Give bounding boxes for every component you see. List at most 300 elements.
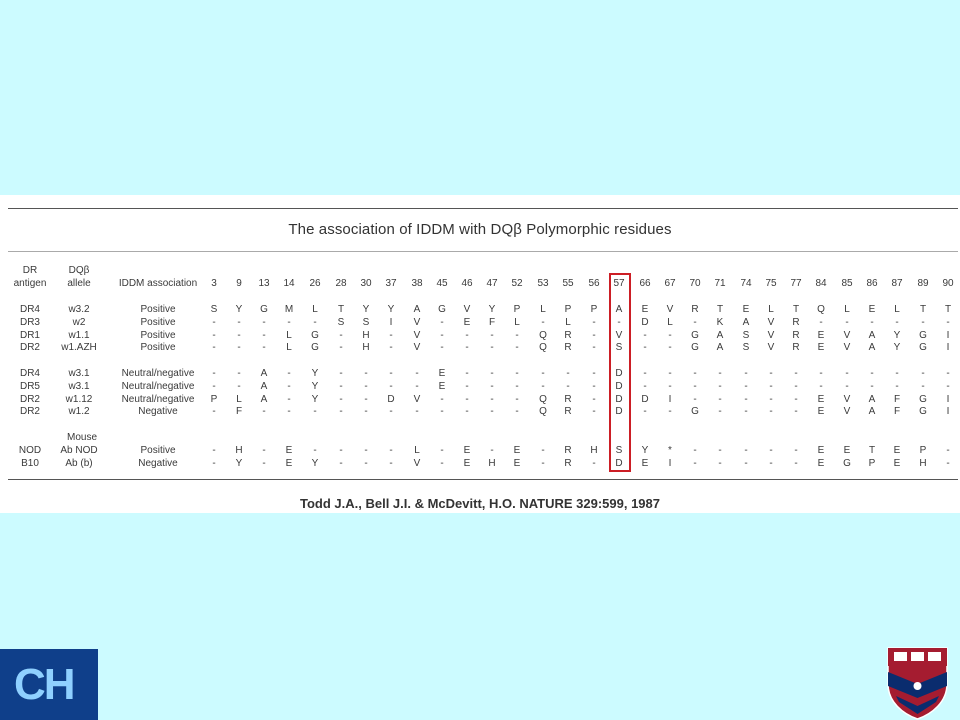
dq-allele: w1.1 bbox=[68, 329, 90, 341]
residue-cell: L bbox=[844, 304, 850, 315]
residue-cell: Q bbox=[539, 406, 547, 418]
residue-cell: - bbox=[440, 457, 444, 469]
dr-antigen: DR2 bbox=[19, 393, 41, 405]
residue-cell: A bbox=[413, 304, 421, 315]
residue-cell: A bbox=[260, 368, 268, 379]
residue-cell: - bbox=[693, 316, 697, 328]
position-header: 46 bbox=[461, 278, 473, 289]
residue-cell: - bbox=[921, 368, 925, 379]
residue-cell: V bbox=[615, 329, 623, 341]
residue-cell: - bbox=[643, 406, 647, 418]
residue-cell: V bbox=[413, 329, 421, 341]
residue-cell: Y bbox=[362, 304, 370, 315]
residue-cell: - bbox=[566, 380, 570, 392]
residue-cell: A bbox=[868, 406, 876, 418]
residue-cell: L bbox=[414, 445, 420, 456]
residue-cell: - bbox=[718, 457, 722, 469]
dq-allele: w1.12 bbox=[65, 393, 93, 405]
residue-cell: G bbox=[919, 393, 927, 405]
residue-cell: - bbox=[870, 316, 874, 328]
residue-cell: V bbox=[843, 393, 851, 405]
dr-antigen: DR1 bbox=[19, 329, 41, 341]
header-row-top bbox=[0, 264, 960, 277]
dr-antigen: B10 bbox=[21, 457, 39, 469]
residue-cell: E bbox=[463, 316, 471, 328]
residue-cell: - bbox=[237, 368, 241, 379]
residue-cell: - bbox=[339, 457, 343, 469]
residue-cell: R bbox=[792, 342, 800, 354]
header-allele-label: allele bbox=[67, 278, 91, 289]
residue-cell: - bbox=[262, 316, 266, 328]
iddm-association: Neutral/negative bbox=[121, 393, 195, 405]
position-header: 77 bbox=[790, 278, 802, 289]
residue-cell: G bbox=[691, 406, 699, 418]
residue-cell: R bbox=[564, 445, 572, 456]
residue-cell: - bbox=[389, 406, 393, 418]
residue-cell: E bbox=[817, 342, 825, 354]
residue-cell: - bbox=[668, 329, 672, 341]
position-header: 28 bbox=[335, 278, 347, 289]
residue-cell: Y bbox=[235, 304, 243, 315]
position-header: 90 bbox=[942, 278, 954, 289]
mouse-label-row bbox=[0, 431, 960, 444]
residue-cell: D bbox=[615, 406, 623, 418]
residue-cell: A bbox=[868, 393, 876, 405]
residue-cell: - bbox=[389, 380, 393, 392]
residue-cell: Y bbox=[311, 393, 319, 405]
residue-cell: T bbox=[792, 304, 800, 315]
dr-antigen: DR2 bbox=[19, 342, 41, 354]
residue-cell: D bbox=[387, 393, 395, 405]
residue-cell: L bbox=[286, 329, 292, 341]
residue-cell: Q bbox=[539, 329, 547, 341]
residue-cell: - bbox=[389, 342, 393, 354]
residue-cell: - bbox=[339, 342, 343, 354]
table-row bbox=[0, 341, 960, 354]
residue-cell: G bbox=[438, 304, 446, 315]
table-row bbox=[0, 405, 960, 418]
ch-logo-text: CH bbox=[14, 660, 74, 709]
iddm-association: Positive bbox=[140, 445, 176, 456]
residue-cell: L bbox=[286, 342, 292, 354]
residue-cell: - bbox=[643, 380, 647, 392]
residue-cell: - bbox=[693, 393, 697, 405]
residue-cell: - bbox=[415, 380, 419, 392]
residue-cell: - bbox=[921, 316, 925, 328]
residue-cell: T bbox=[919, 304, 927, 315]
residue-cell: R bbox=[564, 342, 572, 354]
residue-cell: - bbox=[541, 368, 545, 379]
residue-cell: - bbox=[769, 445, 773, 456]
residue-cell: V bbox=[843, 406, 851, 418]
residue-cell: G bbox=[919, 342, 927, 354]
residue-cell: - bbox=[465, 342, 469, 354]
residue-cell: - bbox=[794, 457, 798, 469]
residue-cell: A bbox=[716, 329, 724, 341]
residue-cell: - bbox=[566, 368, 570, 379]
residue-cell: - bbox=[592, 393, 596, 405]
residue-cell: R bbox=[691, 304, 699, 315]
residue-cell: R bbox=[792, 316, 800, 328]
residue-cell: P bbox=[868, 457, 876, 469]
header-dq-label: DQβ bbox=[68, 265, 90, 276]
residue-cell: - bbox=[769, 457, 773, 469]
residue-cell: A bbox=[868, 329, 876, 341]
residue-cell: - bbox=[465, 393, 469, 405]
position-header: 3 bbox=[211, 278, 217, 289]
residue-cell: - bbox=[769, 380, 773, 392]
residue-cell: - bbox=[212, 329, 216, 341]
iddm-association: Negative bbox=[138, 406, 178, 418]
residue-cell: Q bbox=[817, 304, 825, 315]
residue-cell: - bbox=[744, 393, 748, 405]
position-header: 26 bbox=[309, 278, 321, 289]
residue-cell: V bbox=[413, 393, 421, 405]
residue-cell: Y bbox=[488, 304, 496, 315]
table-row bbox=[0, 457, 960, 470]
residue-cell: - bbox=[515, 380, 519, 392]
residue-cell: - bbox=[819, 368, 823, 379]
residue-cell: E bbox=[817, 329, 825, 341]
residue-cell: - bbox=[389, 329, 393, 341]
dr-antigen: NOD bbox=[18, 445, 42, 456]
residue-cell: - bbox=[895, 368, 899, 379]
residue-cell: - bbox=[744, 380, 748, 392]
residue-cell: V bbox=[463, 304, 471, 315]
residue-cell: - bbox=[592, 342, 596, 354]
header-association-label: IDDM association bbox=[118, 278, 198, 289]
residue-cell: Y bbox=[893, 329, 901, 341]
residue-cell: - bbox=[440, 342, 444, 354]
residue-cell: - bbox=[212, 368, 216, 379]
residue-cell: E bbox=[513, 445, 521, 456]
residue-cell: - bbox=[718, 406, 722, 418]
residue-cell: R bbox=[564, 457, 572, 469]
position-header: 56 bbox=[588, 278, 600, 289]
residue-cell: - bbox=[693, 368, 697, 379]
position-header: 57 bbox=[613, 278, 625, 289]
residue-cell: S bbox=[742, 329, 750, 341]
residue-cell: - bbox=[212, 457, 216, 469]
residue-cell: Y bbox=[311, 457, 319, 469]
residue-cell: R bbox=[564, 406, 572, 418]
residue-cell: G bbox=[919, 406, 927, 418]
residue-cell: V bbox=[413, 342, 421, 354]
residue-cell: V bbox=[666, 304, 674, 315]
residue-cell: - bbox=[287, 406, 291, 418]
residue-cell: E bbox=[742, 304, 750, 315]
residue-cell: D bbox=[615, 380, 623, 392]
residue-cell: D bbox=[615, 393, 623, 405]
residue-cell: H bbox=[362, 329, 370, 341]
residue-cell: E bbox=[641, 304, 649, 315]
residue-cell: - bbox=[794, 368, 798, 379]
residue-cell: V bbox=[413, 457, 421, 469]
residue-cell: P bbox=[590, 304, 598, 315]
residue-cell: H bbox=[235, 445, 243, 456]
residue-cell: - bbox=[364, 380, 368, 392]
table-row bbox=[0, 329, 960, 342]
position-header: 84 bbox=[815, 278, 827, 289]
position-header: 9 bbox=[236, 278, 242, 289]
residue-cell: - bbox=[769, 393, 773, 405]
residue-cell: - bbox=[870, 380, 874, 392]
residue-cell: T bbox=[716, 304, 724, 315]
residue-cell: E bbox=[817, 457, 825, 469]
residue-cell: - bbox=[389, 445, 393, 456]
residue-cell: - bbox=[541, 316, 545, 328]
residue-cell: - bbox=[946, 380, 950, 392]
iddm-association: Positive bbox=[140, 342, 176, 354]
residue-cell: - bbox=[819, 380, 823, 392]
residue-cell: - bbox=[490, 393, 494, 405]
residue-cell: P bbox=[210, 393, 218, 405]
position-header: 30 bbox=[360, 278, 372, 289]
position-header: 52 bbox=[511, 278, 523, 289]
residue-cell: - bbox=[364, 368, 368, 379]
residue-cell: Q bbox=[539, 393, 547, 405]
residue-cell: - bbox=[946, 445, 950, 456]
residue-cell: - bbox=[643, 329, 647, 341]
residue-cell: S bbox=[742, 342, 750, 354]
residue-cell: - bbox=[237, 342, 241, 354]
iddm-association: Positive bbox=[140, 304, 176, 315]
residue-cell: - bbox=[389, 368, 393, 379]
position-header: 74 bbox=[740, 278, 752, 289]
residue-cell: L bbox=[540, 304, 546, 315]
residue-cell: S bbox=[615, 445, 623, 456]
residue-cell: E bbox=[438, 380, 446, 392]
dq-allele: Ab (b) bbox=[65, 457, 93, 469]
residue-cell: E bbox=[463, 457, 471, 469]
residue-cell: - bbox=[592, 406, 596, 418]
residue-cell: - bbox=[313, 406, 317, 418]
residue-cell: - bbox=[237, 380, 241, 392]
position-header: 14 bbox=[283, 278, 295, 289]
residue-cell: D bbox=[641, 393, 649, 405]
residue-cell: V bbox=[767, 342, 775, 354]
residue-cell: E bbox=[463, 445, 471, 456]
residue-cell: - bbox=[744, 457, 748, 469]
residue-cell: I bbox=[668, 457, 672, 469]
residue-cell: - bbox=[262, 457, 266, 469]
residue-cell: - bbox=[465, 368, 469, 379]
residue-cell: - bbox=[440, 406, 444, 418]
residue-cell: E bbox=[285, 457, 293, 469]
residue-cell: - bbox=[744, 368, 748, 379]
residue-cell: - bbox=[870, 368, 874, 379]
residue-cell: - bbox=[389, 457, 393, 469]
residue-cell: - bbox=[744, 445, 748, 456]
residue-cell: I bbox=[946, 406, 950, 418]
residue-cell: R bbox=[792, 329, 800, 341]
residue-cell: L bbox=[236, 393, 242, 405]
residue-cell: S bbox=[362, 316, 370, 328]
position-header: 45 bbox=[436, 278, 448, 289]
residue-cell: Y bbox=[311, 380, 319, 392]
residue-cell: - bbox=[845, 368, 849, 379]
residue-cell: G bbox=[260, 304, 268, 315]
residue-cell: P bbox=[919, 445, 927, 456]
residue-cell: Y bbox=[641, 445, 649, 456]
header-dr-label: DR bbox=[22, 265, 38, 276]
residue-cell: - bbox=[515, 368, 519, 379]
residue-cell: V bbox=[413, 316, 421, 328]
dq-allele: w2 bbox=[72, 316, 86, 328]
residue-cell: I bbox=[946, 329, 950, 341]
university-shield-icon bbox=[886, 646, 949, 720]
residue-cell: F bbox=[235, 406, 243, 418]
residue-cell: R bbox=[564, 393, 572, 405]
residue-cell: - bbox=[364, 445, 368, 456]
residue-cell: - bbox=[946, 368, 950, 379]
residue-cell: - bbox=[794, 380, 798, 392]
residue-cell: - bbox=[718, 380, 722, 392]
residue-cell: - bbox=[262, 406, 266, 418]
position-header: 67 bbox=[664, 278, 676, 289]
position-header: 53 bbox=[537, 278, 549, 289]
dq-allele: w3.1 bbox=[68, 368, 90, 379]
table-row bbox=[0, 380, 960, 393]
residue-cell: Y bbox=[893, 342, 901, 354]
residue-cell: - bbox=[592, 316, 596, 328]
iddm-association: Negative bbox=[138, 457, 178, 469]
residue-cell: - bbox=[946, 316, 950, 328]
table-row bbox=[0, 367, 960, 380]
residue-cell: H bbox=[590, 445, 598, 456]
iddm-association: Neutral/negative bbox=[121, 368, 195, 379]
residue-cell: I bbox=[668, 393, 672, 405]
residue-cell: P bbox=[513, 304, 521, 315]
residue-cell: - bbox=[515, 393, 519, 405]
residue-cell: - bbox=[895, 316, 899, 328]
residue-cell: L bbox=[312, 304, 318, 315]
header-row-bottom bbox=[0, 277, 960, 290]
iddm-association: Positive bbox=[140, 329, 176, 341]
residue-cell: - bbox=[794, 445, 798, 456]
residue-cell: - bbox=[541, 457, 545, 469]
residue-cell: - bbox=[287, 380, 291, 392]
residue-cell: A bbox=[742, 316, 750, 328]
residue-cell: - bbox=[921, 380, 925, 392]
dr-antigen: DR3 bbox=[19, 316, 41, 328]
residue-cell: - bbox=[490, 329, 494, 341]
residue-cell: - bbox=[845, 316, 849, 328]
residue-cell: - bbox=[718, 368, 722, 379]
residue-cell: - bbox=[440, 329, 444, 341]
residue-cell: - bbox=[490, 342, 494, 354]
residue-cell: - bbox=[515, 406, 519, 418]
residue-cell: Q bbox=[539, 342, 547, 354]
residue-cell: - bbox=[490, 380, 494, 392]
residue-cell: P bbox=[564, 304, 572, 315]
residue-cell: T bbox=[944, 304, 952, 315]
residue-cell: - bbox=[262, 329, 266, 341]
residue-cell: - bbox=[313, 316, 317, 328]
residue-cell: - bbox=[339, 406, 343, 418]
residue-cell: - bbox=[465, 380, 469, 392]
position-header: 71 bbox=[714, 278, 726, 289]
residue-cell: I bbox=[946, 342, 950, 354]
residue-cell: - bbox=[287, 316, 291, 328]
table-row bbox=[0, 303, 960, 316]
position-header: 37 bbox=[385, 278, 397, 289]
residue-cell: - bbox=[490, 445, 494, 456]
figure-panel bbox=[0, 195, 960, 513]
residue-cell: - bbox=[744, 406, 748, 418]
residue-cell: F bbox=[893, 406, 901, 418]
residue-cell: E bbox=[843, 445, 851, 456]
residue-cell: A bbox=[868, 342, 876, 354]
table-row bbox=[0, 444, 960, 457]
residue-cell: V bbox=[843, 342, 851, 354]
iddm-association: Positive bbox=[140, 316, 176, 328]
residue-cell: G bbox=[691, 329, 699, 341]
residue-cell: A bbox=[716, 342, 724, 354]
residue-cell: - bbox=[718, 393, 722, 405]
residue-cell: V bbox=[843, 329, 851, 341]
residue-cell: H bbox=[488, 457, 496, 469]
residue-cell: V bbox=[767, 329, 775, 341]
residue-cell: S bbox=[615, 342, 623, 354]
residue-cell: - bbox=[845, 380, 849, 392]
position-header: 89 bbox=[917, 278, 929, 289]
position-header: 66 bbox=[639, 278, 651, 289]
bottom-rule bbox=[8, 479, 958, 480]
residue-cell: - bbox=[794, 406, 798, 418]
residue-cell: - bbox=[212, 380, 216, 392]
residue-cell: - bbox=[693, 380, 697, 392]
residue-cell: - bbox=[287, 393, 291, 405]
residue-cell: F bbox=[488, 316, 496, 328]
residue-cell: G bbox=[843, 457, 851, 469]
residue-cell: G bbox=[691, 342, 699, 354]
position-header: 70 bbox=[689, 278, 701, 289]
position-header: 47 bbox=[486, 278, 498, 289]
dr-antigen: DR5 bbox=[19, 380, 41, 392]
residue-cell: - bbox=[339, 368, 343, 379]
residue-cell: E bbox=[438, 368, 446, 379]
residue-cell: - bbox=[819, 316, 823, 328]
residue-cell: - bbox=[490, 406, 494, 418]
residue-cell: D bbox=[615, 457, 623, 469]
residue-cell: - bbox=[364, 393, 368, 405]
residue-cell: A bbox=[260, 380, 268, 392]
residue-cell: A bbox=[615, 304, 623, 315]
residue-cell: E bbox=[285, 445, 293, 456]
residue-cell: - bbox=[643, 368, 647, 379]
residue-cell: - bbox=[287, 368, 291, 379]
residue-cell: E bbox=[893, 445, 901, 456]
residue-cell: - bbox=[541, 445, 545, 456]
residue-cell: E bbox=[641, 457, 649, 469]
residue-cell: S bbox=[210, 304, 218, 315]
residue-cell: D bbox=[641, 316, 649, 328]
residue-cell: - bbox=[212, 406, 216, 418]
position-header: 75 bbox=[765, 278, 777, 289]
table-row bbox=[0, 393, 960, 406]
dq-allele: Ab NOD bbox=[60, 445, 98, 456]
residue-cell: - bbox=[212, 445, 216, 456]
residue-cell: G bbox=[919, 329, 927, 341]
position-57-highlight bbox=[609, 273, 631, 472]
residue-cell: - bbox=[465, 329, 469, 341]
residue-cell: - bbox=[769, 406, 773, 418]
dr-antigen: DR4 bbox=[19, 304, 41, 315]
residue-cell: - bbox=[718, 445, 722, 456]
residue-cell: - bbox=[237, 329, 241, 341]
residue-cell: L bbox=[565, 316, 571, 328]
